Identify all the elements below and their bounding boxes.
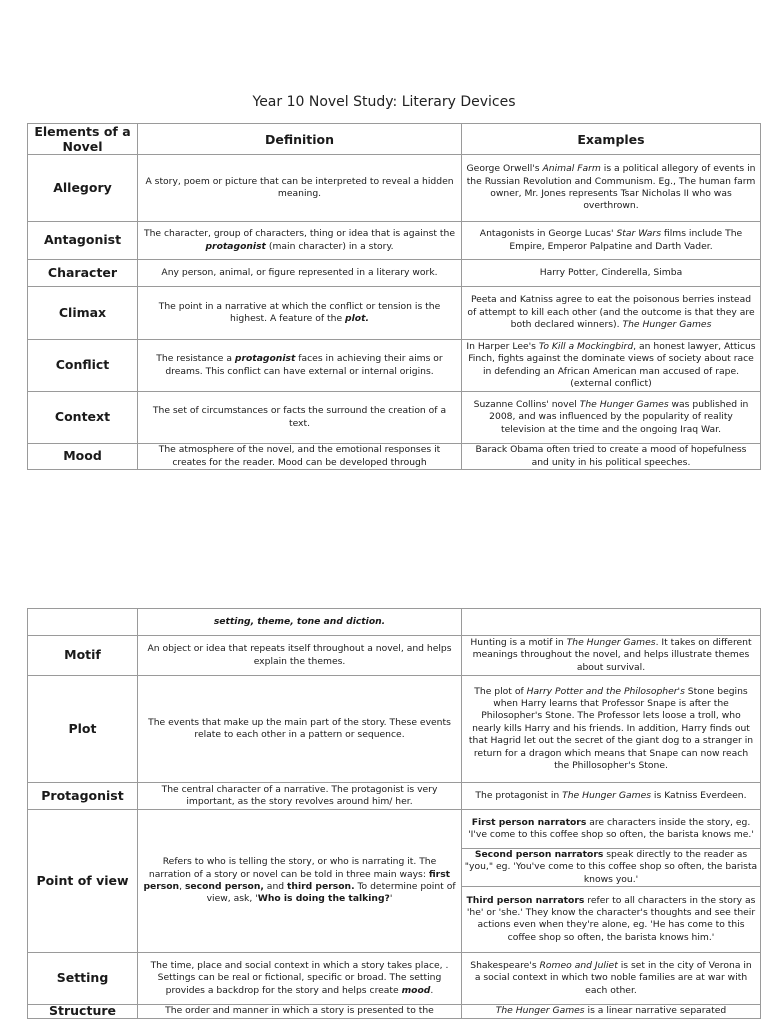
text-run: Antagonists in George Lucas': [479, 228, 617, 240]
definition-cell: [138, 155, 462, 222]
text-run: faces in achieving their aims or dreams. This conflict can have external or internal origins.: [165, 353, 443, 377]
text-run: Animal Farm: [542, 163, 601, 175]
text-run: films include The Empire, Emperor Palpatine and Darth Vader.: [509, 228, 743, 252]
text-run: speak directly to the reader as "you," eg. 'You've come to this coffee shop so often, the barista knows you.': [464, 848, 758, 885]
term-cell: Mood: [28, 444, 138, 470]
text-run: Shakespeare's: [470, 959, 540, 971]
text-run: The point in a narrative at which the conflict or tension is the highest. A feature of the: [158, 300, 441, 324]
text-run: Who is doing the talking?: [257, 893, 390, 905]
text-run: is a political allegory of events in the Russian Revolution and Communism. Eg., The human farm owner, Mr. Jones represents Tsar Nicholas II who was overthrown.: [466, 163, 756, 212]
definition-cell: [138, 636, 462, 676]
text-run: The character, group of characters, thing or idea that is against the: [144, 228, 455, 240]
text-run: Third person narrators: [466, 894, 585, 906]
text-run: The Hunger Games: [579, 398, 669, 410]
term-cell: Plot: [28, 676, 138, 783]
table-row: [28, 340, 761, 392]
term-cell: Context: [28, 392, 138, 444]
example-cell: [462, 953, 761, 1005]
text-run: protagonist: [205, 240, 266, 252]
term-cell: Antagonist: [28, 222, 138, 260]
first-person-example: [462, 810, 760, 848]
example-cell: [462, 783, 761, 810]
text-run: second person,: [184, 881, 264, 892]
text-run: refer to all characters in the story as 'he' or 'she.' They know the character's thoughts and see their actions even when they're alone, eg. 'He has come to this coffee shop so often, the barista knows him.': [466, 894, 756, 943]
example-cell: [462, 1005, 761, 1019]
text-run: mood: [401, 984, 431, 996]
text-run: The events that make up the main part of the story. These events relate to each other in a pattern or sequence.: [148, 716, 451, 740]
literary-devices-table-page-1: [27, 123, 761, 470]
definition-cell: [138, 783, 462, 810]
term-cell: Allegory: [28, 155, 138, 222]
text-run: In Harper Lee's: [466, 340, 539, 352]
header-examples: Examples: [462, 124, 761, 155]
text-run: setting, theme, tone and diction.: [213, 615, 386, 627]
definition-cell: [138, 260, 462, 287]
text-run: The Hunger Games: [562, 789, 652, 801]
text-run: Suzanne Collins' novel: [473, 398, 580, 410]
term-cell: Setting: [28, 953, 138, 1005]
text-run: is a linear narrative separated: [584, 1005, 727, 1017]
table-row: [28, 444, 761, 470]
term-cell: Protagonist: [28, 783, 138, 810]
text-run: Harry Potter and the Philosopher's: [526, 685, 685, 697]
term-cell: Conflict: [28, 340, 138, 392]
term-cell: Motif: [28, 636, 138, 676]
text-run: .: [430, 984, 434, 996]
table-row: [28, 783, 761, 810]
empty-example-cell: [462, 609, 761, 636]
text-run: Stone begins when Harry learns that Professor Snape is after the Philosopher's Stone. The Professor lets loose a troll, who nearly kills Harry and his friends. In addition, Harry finds out that Hagrid let out the secret of the giant dog to a stranger in return for a dragon which means that Snape can now reach the Phillosopher's Stone.: [468, 685, 754, 772]
table-row: [28, 636, 761, 676]
example-cell: [462, 260, 761, 287]
text-run: The central character of a narrative. The protagonist is very important, as the story revolves around him/ her.: [161, 783, 438, 807]
third-person-example: [462, 887, 760, 952]
text-run: A story, poem or picture that can be interpreted to reveal a hidden meaning.: [145, 175, 454, 199]
table-row: [28, 392, 761, 444]
table-row: [28, 222, 761, 260]
term-cell: Structure: [28, 1005, 138, 1019]
text-run: To determine point of view, ask, ': [206, 881, 456, 905]
text-run: (main character) in a story.: [265, 240, 394, 252]
text-run: The plot of: [474, 685, 527, 697]
table-row: [28, 810, 761, 953]
text-run: third person.: [287, 881, 355, 892]
example-cell: [462, 287, 761, 340]
text-run: Any person, animal, or figure represented in a literary work.: [161, 266, 438, 278]
table-row: [28, 287, 761, 340]
text-run: Peeta and Katniss agree to eat the poisonous berries instead of attempt to kill each other (and the outcome is that they are both declared winners).: [467, 294, 755, 331]
empty-term-cell: [28, 609, 138, 636]
text-run: ,: [179, 881, 185, 892]
text-run: Barack Obama often tried to create a mood of hopefulness and unity in his political speeches.: [475, 444, 747, 468]
literary-devices-table-page-2: [27, 608, 761, 1019]
text-run: The Hunger Games: [566, 636, 656, 648]
header-elements: Elements of a Novel: [28, 124, 138, 155]
text-run: plot.: [345, 313, 369, 324]
definition-cell: [138, 810, 462, 953]
definition-cell: [138, 287, 462, 340]
definition-cell: [138, 392, 462, 444]
point-of-view-examples: [462, 810, 760, 951]
definition-cell: [138, 953, 462, 1005]
term-cell: Character: [28, 260, 138, 287]
example-cell: [462, 810, 761, 953]
text-run: The time, place and social context in which a story takes place, . Settings can be real or fictional, specific or broad. The setting provides a backdrop for the story and helps create: [150, 959, 449, 996]
example-cell: [462, 222, 761, 260]
text-run: Refers to who is telling the story, or who is narrating it. The narration of a story or novel can be told in three main ways:: [148, 856, 437, 880]
text-run: The protagonist in: [475, 789, 563, 801]
definition-cell: [138, 340, 462, 392]
text-run: is Katniss Everdeen.: [651, 789, 747, 801]
definition-cell: [138, 1005, 462, 1019]
text-run: To Kill a Mockingbird: [538, 340, 634, 352]
term-cell: Point of view: [28, 810, 138, 953]
page-title: Year 10 Novel Study: Literary Devices: [252, 94, 516, 110]
text-run: An object or idea that repeats itself throughout a novel, and helps explain the themes.: [147, 643, 452, 667]
example-cell: [462, 636, 761, 676]
example-cell: [462, 340, 761, 392]
definition-cell: [138, 676, 462, 783]
text-run: Star Wars: [616, 228, 661, 240]
text-run: , an honest lawyer, Atticus Finch, fights against the dominate views of society about race in defending an African American man accused of rape. (external conflict): [468, 340, 756, 389]
text-run: George Orwell's: [466, 163, 543, 175]
text-run: The resistance a: [156, 353, 235, 365]
text-run: protagonist: [234, 353, 296, 365]
text-run: Hunting is a motif in: [470, 636, 567, 648]
text-run: The Hunger Games: [495, 1005, 585, 1017]
text-run: ': [389, 893, 393, 905]
table-row: [28, 260, 761, 287]
example-cell: [462, 155, 761, 222]
text-run: The Hunger Games: [622, 319, 712, 331]
example-cell: [462, 444, 761, 470]
text-run: The order and manner in which a story is presented to the: [165, 1005, 434, 1017]
text-run: first person: [143, 868, 451, 892]
header-definition: Definition: [138, 124, 462, 155]
definition-continuation-cell: [138, 609, 462, 636]
table-row: [28, 676, 761, 783]
text-run: Second person narrators: [474, 848, 604, 860]
text-run: First person narrators: [471, 816, 587, 828]
text-run: is set in the city of Verona in a social context in which two noble families are at war with each other.: [474, 959, 752, 996]
text-run: and: [263, 881, 288, 892]
text-run: was published in 2008, and was influenced by the popularity of reality television at the time and the ongoing Iraq War.: [489, 398, 749, 435]
text-run: The set of circumstances or facts the surround the creation of a text.: [152, 405, 447, 429]
term-cell: Climax: [28, 287, 138, 340]
table-row: [28, 953, 761, 1005]
table-row: [28, 1005, 761, 1019]
table-row: [28, 609, 761, 636]
second-person-example: [462, 848, 760, 886]
table-row: [28, 155, 761, 222]
example-cell: [462, 676, 761, 783]
text-run: The atmosphere of the novel, and the emotional responses it creates for the reader. Mood can be developed through: [158, 444, 441, 468]
text-run: Romeo and Juliet: [539, 959, 618, 971]
example-cell: [462, 392, 761, 444]
definition-cell: [138, 222, 462, 260]
definition-cell: [138, 444, 462, 470]
text-run: Harry Potter, Cinderella, Simba: [539, 266, 683, 278]
text-run: are characters inside the story, eg. 'I've come to this coffee shop so often, the barista knows me.': [468, 816, 754, 841]
text-run: . It takes on different meanings throughout the novel, and helps illustrate themes about survival.: [472, 636, 752, 673]
